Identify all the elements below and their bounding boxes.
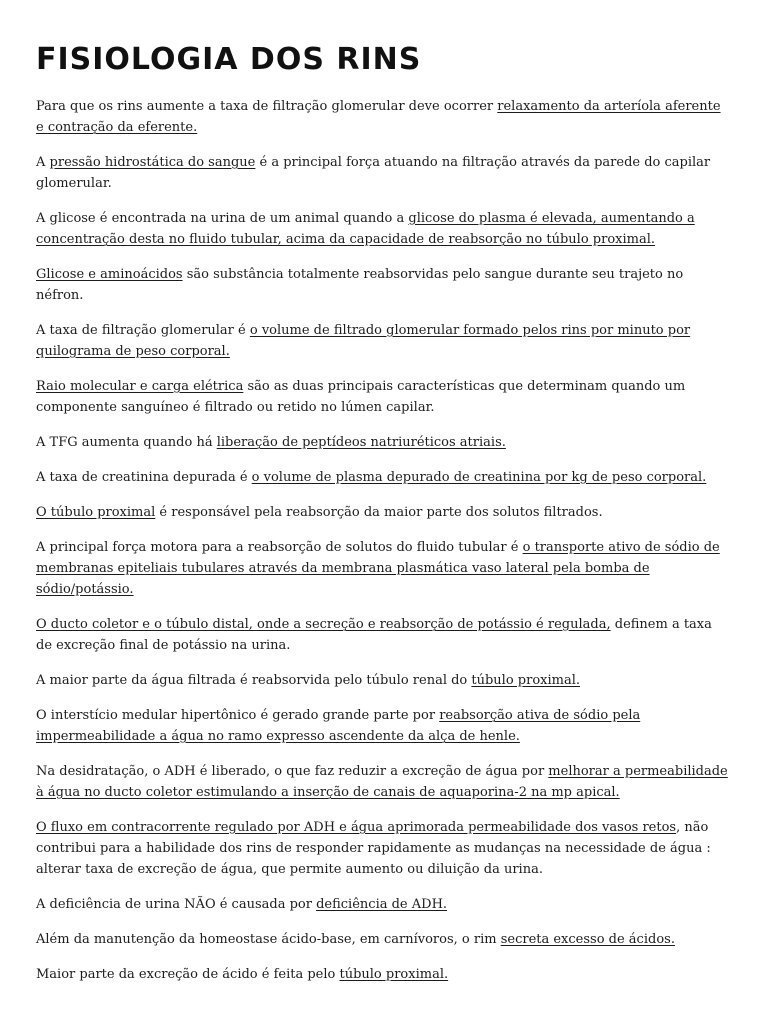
underlined-text: liberação de peptídeos natriuréticos atriais. <box>216 435 506 450</box>
underlined-text: túbulo proximal. <box>471 673 581 688</box>
paragraph-text: A TFG aumenta quando há <box>36 435 217 450</box>
paragraph-text: Maior parte da excreção de ácido é feita pelo <box>36 967 340 982</box>
paragraph-text: são substância totalmente reabsorvidas pelo sangue durante seu trajeto no néfron. <box>36 267 684 303</box>
underlined-text: deficiência de ADH. <box>316 897 448 912</box>
paragraph-text: são as duas principais características que determinam quando um componente sanguíneo é filtrado ou retido no lúmen capilar. <box>36 379 686 415</box>
paragraph-text: , não contribui para a habilidade dos rins de responder rapidamente as mudanças na necessidade de água : alterar taxa de excreção de água, que permite aumento ou diluição da urina. <box>36 820 711 877</box>
underlined-text: O ducto coletor e o túbulo distal, onde a secreção e reabsorção de potássio é regulada, <box>36 617 611 632</box>
paragraph-text: definem a taxa de excreção final de potássio na urina. <box>36 617 712 653</box>
paragraph-text: Para que os rins aumente a taxa de filtração glomerular deve ocorrer <box>36 99 498 114</box>
paragraph-text: é a principal força atuando na filtração através da parede do capilar glomerular. <box>36 155 711 191</box>
paragraph <box>36 432 732 453</box>
paragraph-text: Na desidratação, o ADH é liberado, o que faz reduzir a excreção de água por <box>36 764 549 779</box>
paragraph-text: é responsável pela reabsorção da maior parte dos solutos filtrados. <box>155 505 603 520</box>
paragraph <box>36 894 732 915</box>
paragraph-text: A maior parte da água filtrada é reabsorvida pelo túbulo renal do <box>36 673 472 688</box>
paragraph <box>36 929 732 950</box>
paragraph <box>36 320 732 362</box>
paragraph <box>36 614 732 656</box>
paragraph-text: Além da manutenção da homeostase ácido-base, em carnívoros, o rim <box>36 932 501 947</box>
underlined-text: glicose do plasma é elevada, aumentando a concentração desta no fluido tubular, acima da capacidade de reabsorção no túbulo proximal. <box>36 211 695 247</box>
paragraph <box>36 964 732 985</box>
underlined-text: Glicose e aminoácidos <box>36 267 183 282</box>
paragraph <box>36 208 732 250</box>
paragraph <box>36 467 732 488</box>
paragraph-text: A taxa de filtração glomerular é <box>36 323 250 338</box>
paragraph-text: A deficiência de urina NÃO é causada por <box>36 897 317 912</box>
underlined-text: Raio molecular e carga elétrica <box>36 379 244 394</box>
underlined-text: túbulo proximal. <box>339 967 449 982</box>
paragraph <box>36 705 732 747</box>
paragraph-text: A principal força motora para a reabsorção de solutos do fluido tubular é <box>36 540 523 555</box>
underlined-text: reabsorção ativa de sódio pela impermeabilidade a água no ramo expresso ascendente da alça de henle. <box>36 708 641 744</box>
paragraph <box>36 761 732 803</box>
underlined-text: o volume de plasma depurado de creatinina por kg de peso corporal. <box>251 470 707 485</box>
underlined-text: o volume de filtrado glomerular formado pelos rins por minuto por quilograma de peso corporal. <box>36 323 691 359</box>
underlined-text: secreta excesso de ácidos. <box>500 932 675 947</box>
paragraph <box>36 96 732 138</box>
paragraph-text: O interstício medular hipertônico é gerado grande parte por <box>36 708 440 723</box>
paragraph-text: A glicose é encontrada na urina de um animal quando a <box>36 211 409 226</box>
underlined-text: relaxamento da arteríola aferente e contração da eferente. <box>36 99 721 135</box>
paragraph <box>36 670 732 691</box>
paragraph-text: A <box>36 155 50 170</box>
underlined-text: o transporte ativo de sódio de membranas epiteliais tubulares através da membrana plasmática vaso lateral pela bomba de sódio/potássio. <box>36 540 720 597</box>
paragraph-text: A taxa de creatinina depurada é <box>36 470 252 485</box>
underlined-text: O túbulo proximal <box>36 505 156 520</box>
page-title: FISIOLOGIA DOS RINS <box>36 42 422 77</box>
paragraph <box>36 376 732 418</box>
paragraph <box>36 537 732 600</box>
underlined-text: pressão hidrostática do sangue <box>49 155 256 170</box>
underlined-text: O fluxo em contracorrente regulado por ADH e água aprimorada permeabilidade dos vasos retos <box>36 820 677 835</box>
paragraph <box>36 817 732 880</box>
underlined-text: melhorar a permeabilidade à água no ducto coletor estimulando a inserção de canais de aquaporina-2 na mp apical. <box>36 764 728 800</box>
paragraph <box>36 502 732 523</box>
paragraph <box>36 152 732 194</box>
paragraph <box>36 264 732 306</box>
